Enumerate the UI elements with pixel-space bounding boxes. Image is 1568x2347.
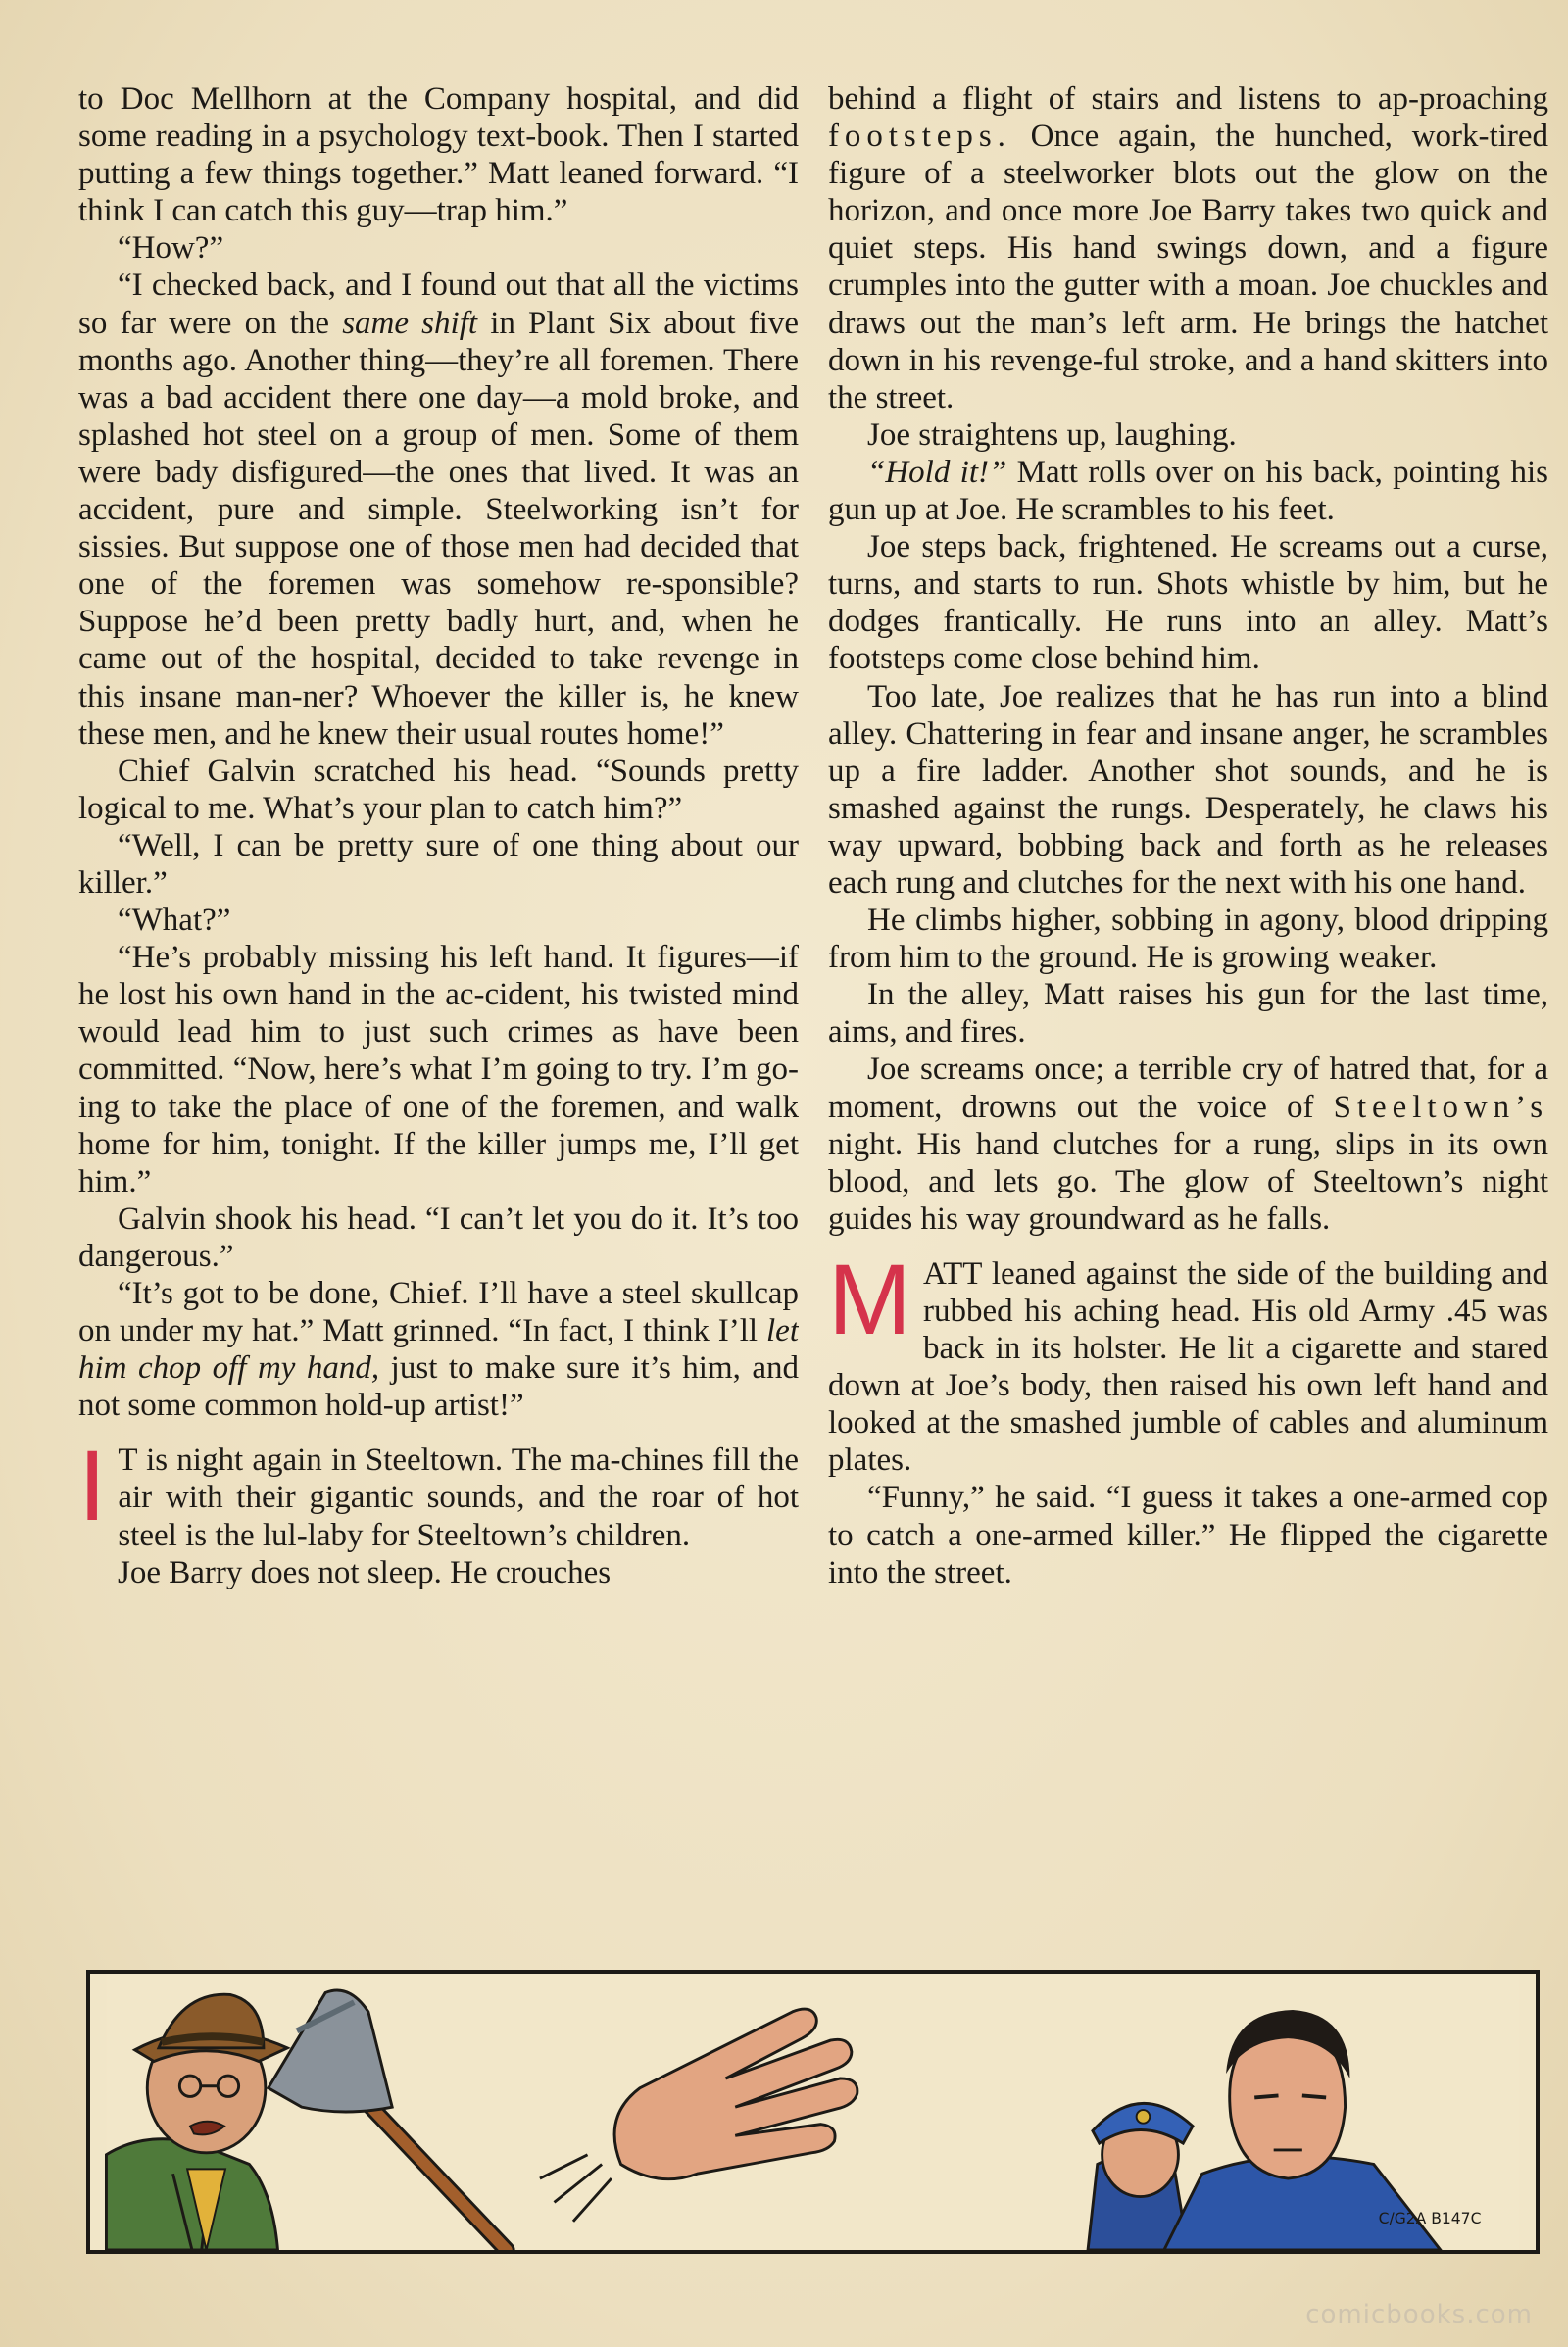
paragraph: “What?” <box>118 903 231 939</box>
paragraph: Joe Barry does not sleep. He crouches <box>118 1554 612 1590</box>
section-start-paragraph: MATT leaned against the side of the building and rubbed his aching head. His old Army .45 was back in its holster. He lit a cigarette and stared down at Joe’s body, then raised his own left hand and looked at the smashed jumble of cables and aluminum plates. <box>828 1243 1548 1479</box>
artist-signature: C/G2A B147C <box>1378 2209 1482 2227</box>
panel-artwork <box>90 1974 1536 2250</box>
paragraph: In the alley, Matt raises his gun for the last time, aims, and fires. <box>828 977 1548 1051</box>
paragraph: Chief Galvin scratched his head. “Sounds pretty logical to me. What’s your plan to catch him?” <box>78 753 799 826</box>
paragraph: Galvin shook his head. “I can’t let you do it. It’s too dangerous.” <box>78 1200 799 1274</box>
emphasis: “Hold it!” <box>867 454 1007 490</box>
paragraph: “Hold it!” Matt rolls over on his back, pointing his gun up at Joe. He scrambles to his feet. <box>828 454 1548 528</box>
drop-cap: M <box>828 1243 911 1355</box>
paragraph: “He’s probably missing his left hand. It figures—if he lost his own hand in the ac-cident, his twisted mind would lead him to just such crimes as have been committed. “Now, here’s what I’m going to try. I’m go-ing to take the place of one of the foremen, and walk home for him, tonight. If the killer jumps me, I’ll get him.” <box>78 940 799 1199</box>
paragraph: “I checked back, and I found out that all the victims so far were on the same shift in Plant Six about five months ago. Another thing—they’re all foremen. There was a bad accident there one day—a mold broke, and splashed hot steel on a group of men. Some of them were bady disfigured—the ones that lived. It was an accident, pure and simple. Steelworking isn’t for sissies. But suppose one of those men had decided that one of the foremen was somehow re-sponsible? Suppose he’d been pretty badly hurt, and, when he came out of the hospital, decided to take revenge in this insane man-ner? Whoever the killer is, he knew these men, and he knew their usual routes home!” <box>78 268 799 752</box>
paragraph: behind a flight of stairs and listens to ap-proaching footsteps. Once again, the hunched, work-tired figure of a steelworker blots out the glow on the horizon, and once more Joe Barry takes two quick and quiet steps. His hand swings down, and a figure crumples into the gutter with a moan. Joe chuckles and draws out the man’s left arm. He brings the hatchet down in his revenge-ful stroke, and a hand skitters into the street. <box>828 81 1548 416</box>
paragraph: Joe screams once; a terrible cry of hatred that, for a moment, drowns out the voice of Steeltown’s night. His hand clutches for a rung, slips in its own blood, and lets go. The glow of Steeltown’s night guides his way groundward as he falls. <box>828 1051 1548 1237</box>
paragraph: Joe straightens up, laughing. <box>867 416 1237 453</box>
watermark: comicbooks.com <box>1305 2300 1533 2329</box>
paragraph: to Doc Mellhorn at the Company hospital, and did some reading in a psychology text-book. Then I started putting a few things together.” Matt leaned forward. “I think I can catch this guy—trap him.” <box>78 81 799 229</box>
emphasis: same shift <box>342 305 478 341</box>
paragraph: Too late, Joe realizes that he has run into a blind alley. Chattering in fear and insane anger, he scrambles up a fire ladder. Another shot sounds, and he is smashed against the rungs. Desperately, he claws his way upward, bobbing back and forth as he releases each rung and clutches for the next with his one hand. <box>828 678 1548 901</box>
paragraph: “It’s got to be done, Chief. I’ll have a steel skullcap on under my hat.” Matt grinned. “In fact, I think I’ll let him chop off my hand, just to make sure it’s him, and not some common hold-up artist!” <box>78 1276 799 1424</box>
paragraph: “Funny,” he said. “I guess it takes a one-armed cop to catch a one-armed killer.” He flipped the cigarette into the street. <box>828 1480 1548 1590</box>
drop-cap: I <box>78 1430 107 1542</box>
right-text-column <box>828 80 1548 1962</box>
left-text-column <box>78 80 799 1962</box>
comic-panel-illustration <box>86 1970 1540 2254</box>
paragraph: “How?” <box>118 230 224 267</box>
paragraph: Joe steps back, frightened. He screams out a curse, turns, and starts to run. Shots whistle by him, but he dodges frantically. He runs into an alley. Matt’s footsteps come close behind him. <box>828 529 1548 677</box>
paragraph: He climbs higher, sobbing in agony, blood dripping from him to the ground. He is growing weaker. <box>828 903 1548 976</box>
section-start-paragraph: I T is night again in Steeltown. The ma-chines fill the air with their gigantic sounds, and the roar of hot steel is the lul-laby for Steeltown’s children. <box>78 1430 799 1553</box>
emphasis: let him chop off my hand, <box>78 1313 799 1387</box>
paragraph: “Well, I can be pretty sure of one thing about our killer.” <box>78 827 799 901</box>
